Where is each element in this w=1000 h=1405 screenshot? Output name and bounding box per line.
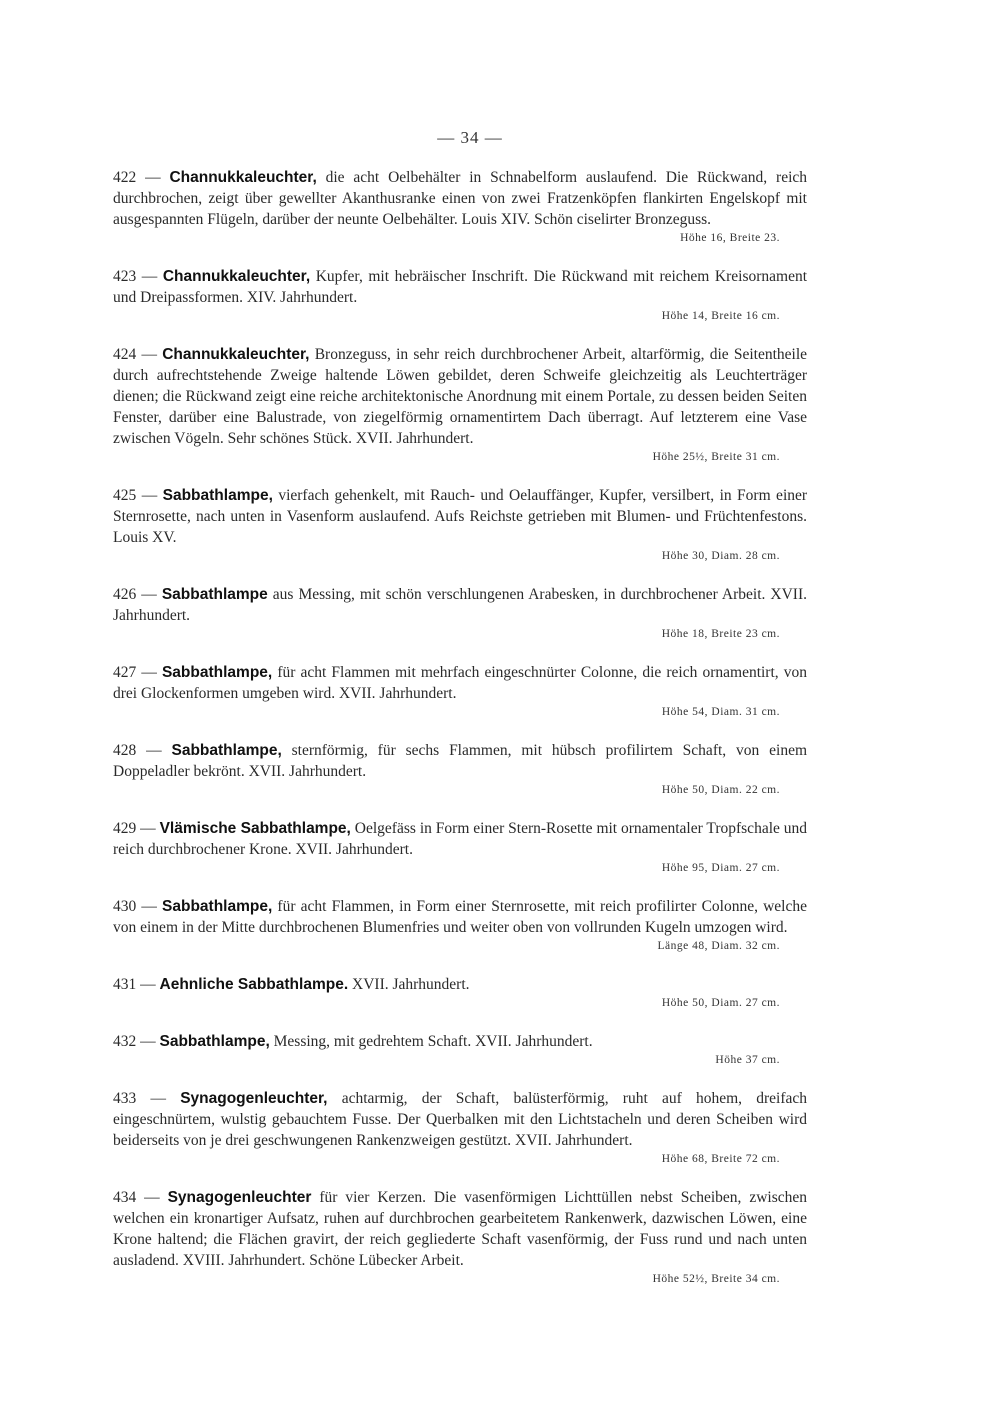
entry-text — [113, 584, 807, 641]
entry-description: Oelgefäss in Form einer Stern-Rosette mit ornamentaler Tropfschale und reich durchbrochener Krone. XVII. Jahrhundert. — [113, 820, 808, 858]
entry-text — [113, 485, 807, 563]
catalogue-entries — [113, 167, 807, 1307]
entry-description: für vier Kerzen. Die vasenförmigen Lichttüllen nebst Scheiben, zwischen welchen ein kronartiger Aufsatz, ruhen auf durchbrochen gearbeitetem Rankenwerk, dazwischen Löwen, eine Krone haltend; die Flächen gravirt, der reich gegliederte Schaft vasenförmig, der Fuss rund und nach unten ausladend. XVIII. Jahrhundert. Schöne Lübecker Arbeit. — [113, 1189, 808, 1269]
entry-title: Synagogenleuchter — [167, 1189, 312, 1206]
entry-text — [113, 266, 807, 323]
entry-text — [113, 167, 807, 245]
catalogue-entry — [113, 167, 807, 245]
entry-description: Messing, mit gedrehtem Schaft. XVII. Jahrhundert. — [273, 1033, 593, 1050]
entry-text — [113, 344, 807, 464]
catalogue-entry — [113, 818, 807, 875]
entry-dash: — — [141, 487, 158, 504]
entry-title: Channukkaleuchter, — [169, 169, 317, 186]
entry-measurements: Höhe 50, Diam. 22 cm. — [661, 784, 780, 796]
catalogue-entry — [113, 485, 807, 563]
entry-description: aus Messing, mit schön verschlungenen Arabesken, in durchbrochener Arbeit. XVII. Jahrhundert. — [113, 586, 808, 624]
entry-number: 431 — [113, 976, 137, 993]
entry-text — [113, 1187, 807, 1286]
entry-measurements: Höhe 68, Breite 72 cm. — [661, 1153, 780, 1165]
entry-dash: — — [146, 742, 162, 759]
entry-measurements: Höhe 14, Breite 16 cm. — [661, 310, 780, 322]
catalogue-entry — [113, 662, 807, 719]
entry-number: 424 — [113, 346, 137, 363]
page-number: — 34 — — [437, 128, 503, 147]
entry-title: Sabbathlampe, — [161, 664, 273, 681]
entry-measurements: Höhe 25½, Breite 31 cm. — [652, 451, 780, 463]
entry-number: 429 — [113, 820, 137, 837]
entry-measurements: Höhe 50, Diam. 27 cm. — [661, 997, 780, 1009]
entry-text — [113, 1088, 807, 1166]
entry-title: Aehnliche Sabbathlampe. — [159, 976, 349, 993]
entry-measurements: Höhe 52½, Breite 34 cm. — [652, 1273, 780, 1285]
entry-description: Kupfer, mit hebräischer Inschrift. Die Rückwand mit reichem Kreisornament und Dreipassformen. XIV. Jahrhundert. — [113, 268, 808, 306]
entry-dash: — — [150, 1090, 166, 1107]
entry-text — [113, 896, 807, 953]
entry-measurements: Länge 48, Diam. 32 cm. — [657, 940, 780, 952]
catalogue-entry — [113, 1031, 807, 1067]
entry-text — [113, 1031, 807, 1067]
entry-measurements: Höhe 18, Breite 23 cm. — [661, 628, 780, 640]
entry-number: 427 — [113, 664, 137, 681]
entry-dash: — — [144, 1189, 160, 1206]
entry-dash: — — [140, 820, 156, 837]
entry-text — [113, 662, 807, 719]
entry-text — [113, 740, 807, 797]
catalogue-entry — [113, 1187, 807, 1286]
entry-description: achtarmig, der Schaft, balüsterförmig, ruht auf hohem, dreifach eingeschnürtem, wulstig gebauchtem Fusse. Der Querbalken mit den Lichtstacheln und deren Scheiben wird beiderseits von je drei geschwungenen Rankenzweigen gestützt. XVII. Jahrhundert. — [113, 1090, 808, 1149]
entry-number: 428 — [113, 742, 137, 759]
entry-title: Vlämische Sabbathlampe, — [159, 820, 351, 837]
catalogue-entry — [113, 266, 807, 323]
entry-description: die acht Oelbehälter in Schnabelform auslaufend. Die Rückwand, reich durchbrochen, zeigt über gewellter Akanthusranke einen von zwei Fratzenköpfen flankirten Engelskopf mit ausgespannten Flügeln, darüber der neunte Oelbehälter. Louis XIV. Schön ciselirter Bronzeguss. — [113, 169, 808, 228]
entry-number: 422 — [113, 169, 137, 186]
entry-measurements: Höhe 30, Diam. 28 cm. — [661, 550, 780, 562]
entry-dash: — — [141, 664, 157, 681]
entry-text — [113, 818, 807, 875]
entry-title: Sabbathlampe, — [159, 1033, 270, 1050]
entry-number: 433 — [113, 1090, 137, 1107]
entry-description: für acht Flammen mit mehrfach eingeschnürter Colonne, die reich ornamentirt, von drei Glockenformen umgeben wird. XVII. Jahrhundert. — [113, 664, 808, 702]
entry-dash: — — [140, 976, 156, 993]
entry-text — [113, 974, 807, 1010]
entry-description: Bronzeguss, in sehr reich durchbrochener Arbeit, altarförmig, die Seitentheile durch aufrechtstehende Zweige haltende Löwen gebildet, deren Schweife gleichzeitig als Leuchterträger dienen; die Rückwand zeigt eine reiche architektonische Anordnung mit einem Portale, zu dessen beiden Seiten Fenster, darüber eine Balustrade, von ziegelförmig ornamentirtem Dach überragt. Auf letzterem eine Vase zwischen Vögeln. Sehr schönes Stück. XVII. Jahrhundert. — [113, 346, 808, 447]
entry-measurements: Höhe 37 cm. — [715, 1054, 780, 1066]
catalogue-entry — [113, 584, 807, 641]
entry-number: 426 — [113, 586, 137, 603]
catalogue-entry — [113, 740, 807, 797]
entry-title: Channukkaleuchter, — [162, 268, 311, 285]
entry-title: Sabbathlampe, — [171, 742, 282, 759]
entry-title: Sabbathlampe, — [162, 487, 273, 504]
entry-number: 423 — [113, 268, 137, 285]
catalogue-entry — [113, 896, 807, 953]
entry-dash: — — [141, 346, 157, 363]
entry-number: 430 — [113, 898, 137, 915]
entry-dash: — — [141, 268, 158, 285]
entry-measurements: Höhe 95, Diam. 27 cm. — [661, 862, 780, 874]
entry-description: XVII. Jahrhundert. — [352, 976, 470, 993]
entry-dash: — — [141, 898, 157, 915]
catalogue-entry — [113, 1088, 807, 1166]
entry-description: vierfach gehenkelt, mit Rauch- und Oelauffänger, Kupfer, versilbert, in Form einer Sternrosette, nach unten in Vasenform auslaufend. Aufs Reichste getrieben mit Blumen- und Früchtenfestons. Louis XV. — [113, 487, 808, 546]
entry-number: 434 — [113, 1189, 137, 1206]
entry-dash: — — [140, 1033, 156, 1050]
entry-measurements: Höhe 16, Breite 23. — [680, 232, 780, 244]
entry-description: sternförmig, für sechs Flammen, mit hübsch profilirtem Schaft, von einem Doppeladler bekrönt. XVII. Jahrhundert. — [113, 742, 808, 780]
entry-number: 432 — [113, 1033, 137, 1050]
entry-description: für acht Flammen, in Form einer Sternrosette, mit reich profilirter Colonne, welche von einem in der Mitte durchbrochenen Blumenfries und weiter oben von vollrunden Kugeln umzogen wird. — [113, 898, 807, 936]
entry-title: Sabbathlampe, — [162, 898, 273, 915]
catalogue-entry — [113, 344, 807, 464]
catalogue-entry — [113, 974, 807, 1010]
entry-number: 425 — [113, 487, 137, 504]
entry-title: Channukkaleuchter, — [162, 346, 310, 363]
entry-dash: — — [145, 169, 161, 186]
entry-measurements: Höhe 54, Diam. 31 cm. — [661, 706, 780, 718]
entry-title: Synagogenleuchter, — [180, 1090, 328, 1107]
entry-title: Sabbathlampe — [161, 586, 268, 603]
entry-dash: — — [141, 586, 157, 603]
